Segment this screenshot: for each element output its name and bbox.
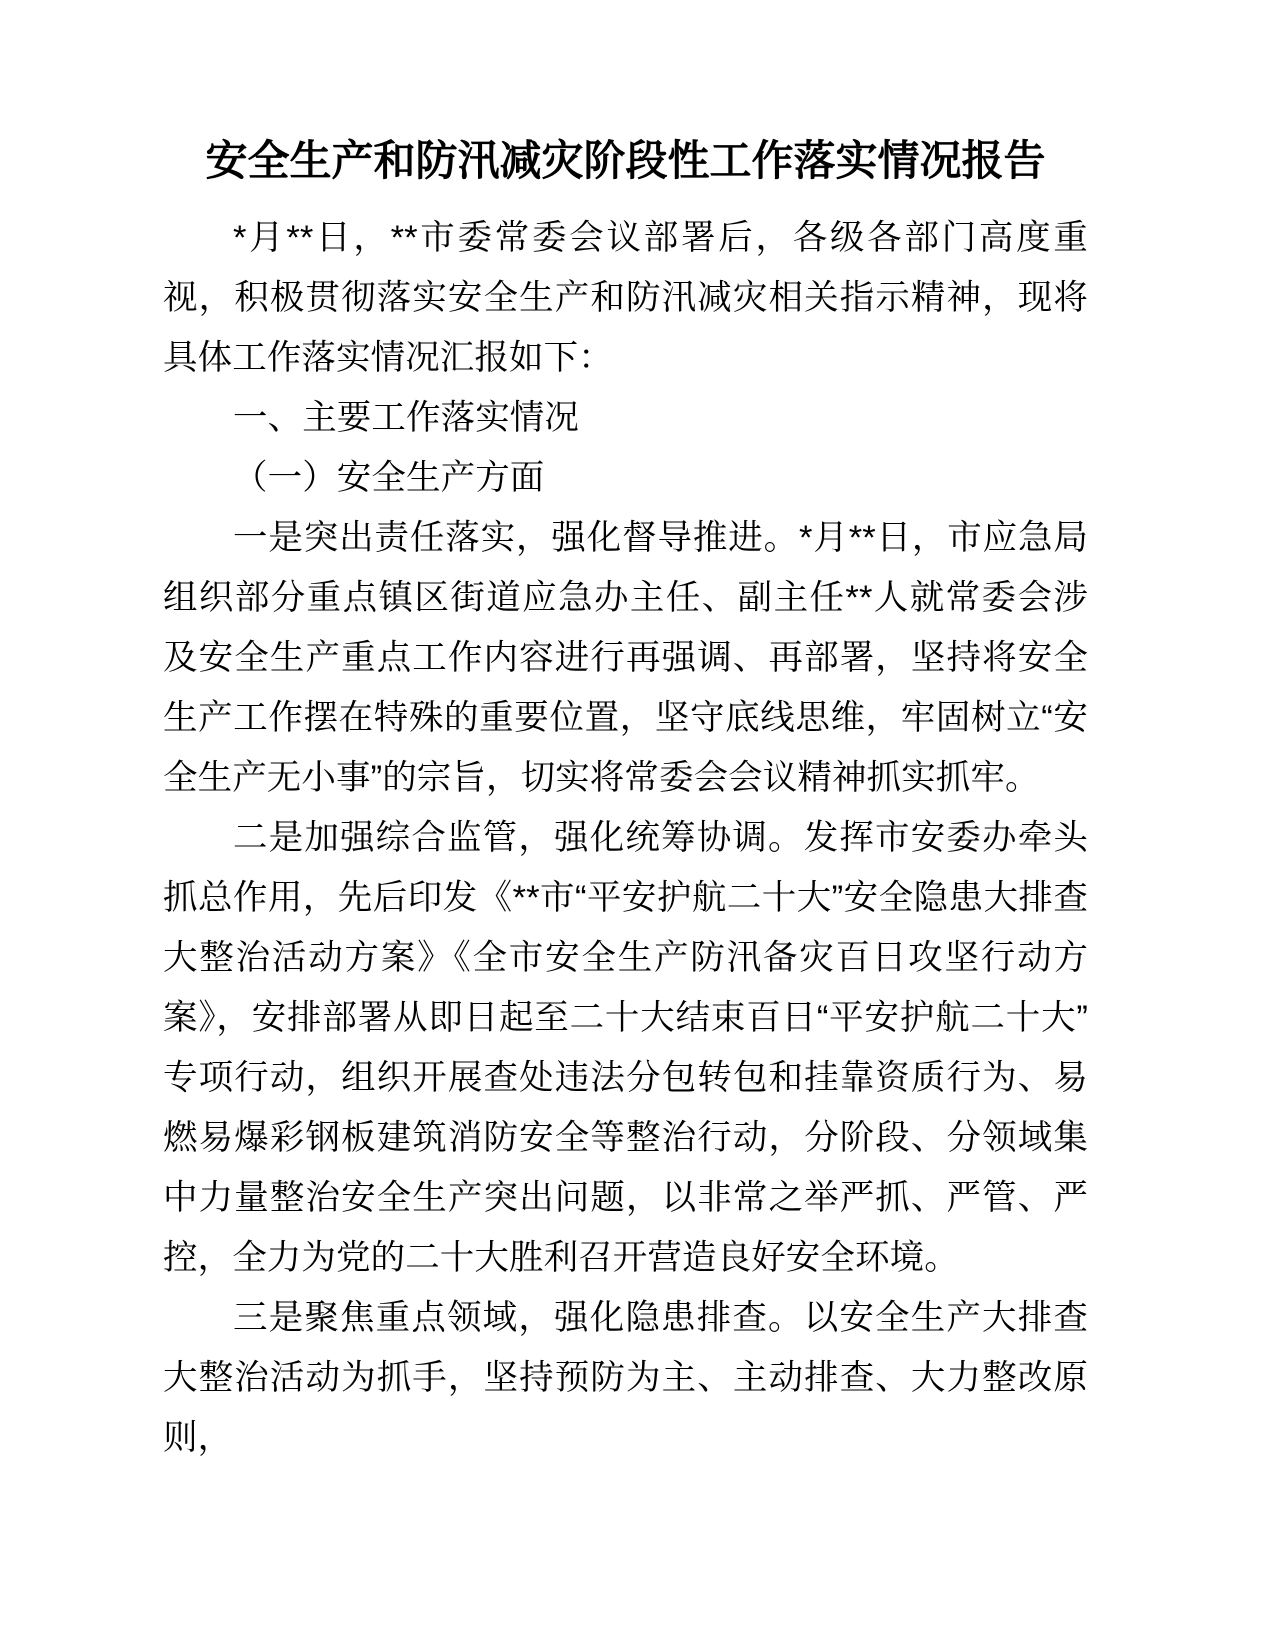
- document-content: [163, 0, 1088, 1468]
- section-heading-1: 一、主要工作落实情况: [233, 399, 579, 437]
- paragraph-point-2: 二是加强综合监管，强化统筹协调。发挥市安委办牵头抓总作用，先后印发《**市“平安护航二十大”安全隐患大排查大整治活动方案》《全市安全生产防汛备灾百日攻坚行动方案》，安排部署从即日起至二十大结束百日“平安护航二十大”专项行动，组织开展查处违法分包转包和挂靠资质行为、易燃易爆彩钢板建筑消防安全等整治行动，分阶段、分领域集中力量整治安全生产突出问题，以非常之举严抓、严管、严控，全力为党的二十大胜利召开营造良好安全环境。: [163, 819, 1088, 1277]
- subsection-heading-1-1: （一）安全生产方面: [233, 459, 545, 497]
- paragraph-intro: *月**日，**市委常委会议部署后，各级各部门高度重视，积极贯彻落实安全生产和防汛减灾相关指示精神，现将具体工作落实情况汇报如下：: [163, 219, 1088, 377]
- paragraph-point-1: 一是突出责任落实，强化督导推进。*月**日，市应急局组织部分重点镇区街道应急办主任、副主任**人就常委会涉及安全生产重点工作内容进行再强调、再部署，坚持将安全生产工作摆在特殊的重要位置，坚守底线思维，牢固树立“安全生产无小事”的宗旨，切实将常委会会议精神抓实抓牢。: [163, 519, 1088, 797]
- title-spacer: [163, 182, 1088, 208]
- paragraph-point-3: 三是聚焦重点领域，强化隐患排查。以安全生产大排查大整治活动为抓手，坚持预防为主、主动排查、大力整改原则，: [163, 1299, 1088, 1457]
- page-title: 安全生产和防汛减灾阶段性工作落实情况报告: [205, 137, 1046, 184]
